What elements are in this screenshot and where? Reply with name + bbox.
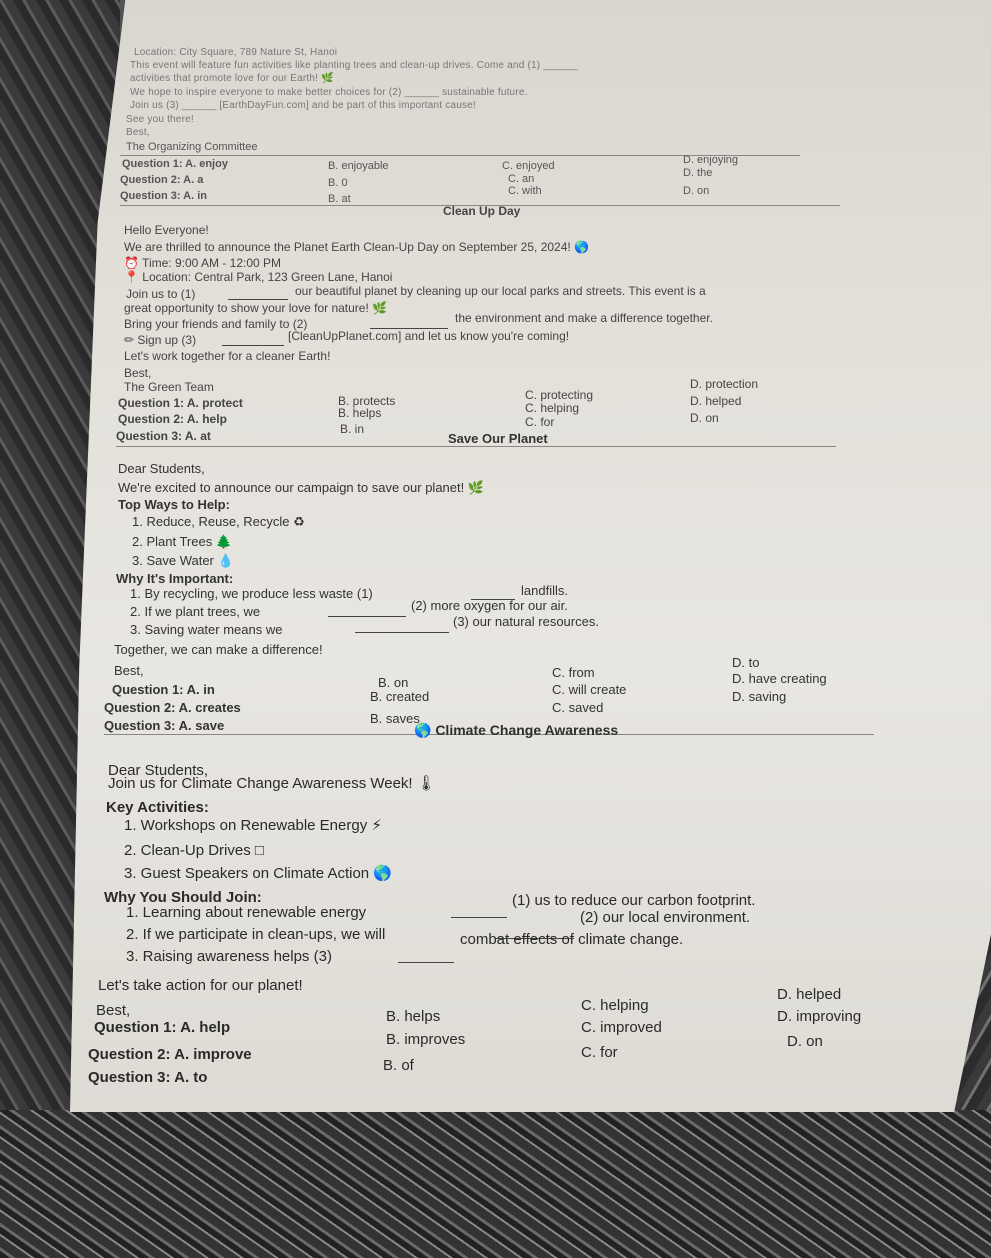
notice3-why3b: (3) our natural resources. bbox=[453, 614, 599, 629]
notice2-q1: Question 1: A. protect bbox=[118, 396, 243, 410]
notice1-line2: activities that promote love for our Earth! 🌿 bbox=[130, 73, 334, 84]
notice1-q2: Question 2: A. a bbox=[120, 174, 204, 186]
notice4-q1: Question 1: A. help bbox=[94, 1019, 231, 1036]
notice1-q3-b: B. at bbox=[328, 193, 351, 205]
notice3-blank-3[interactable] bbox=[355, 631, 449, 633]
notice4-intro: Join us for Climate Change Awareness Week! 🌡 bbox=[108, 775, 436, 792]
notice3-q3-b: B. saves bbox=[370, 711, 420, 726]
notice3-q2-b: B. created bbox=[370, 689, 430, 704]
notice3-ways-heading: Top Ways to Help: bbox=[118, 497, 230, 512]
notice4-activity-2: 2. Clean-Up Drives □ bbox=[124, 842, 264, 859]
notice1-signature: The Organizing Committee bbox=[126, 141, 258, 153]
notice1-q1: Question 1: A. enjoy bbox=[122, 158, 228, 170]
notice3-best: Best, bbox=[114, 663, 144, 678]
notice4-q1-c: C. helping bbox=[581, 997, 649, 1014]
notice2-title: Clean Up Day bbox=[443, 204, 521, 218]
notice4-best: Best, bbox=[96, 1002, 131, 1019]
notice3-q3-d: D. saving bbox=[732, 689, 787, 704]
notice4-q3: Question 3: A. to bbox=[88, 1069, 208, 1086]
notice4-greeting: Dear Students, bbox=[108, 762, 209, 779]
notice3-intro: We're excited to announce our campaign to save our planet! 🌿 bbox=[118, 480, 485, 495]
notice4-q3-b: B. of bbox=[383, 1057, 414, 1074]
notice4-title: 🌎 Climate Change Awareness bbox=[414, 722, 619, 738]
notice2-q2-b: B. helps bbox=[338, 406, 382, 420]
notice2-signature: The Green Team bbox=[124, 380, 214, 394]
notice1-line4: Join us (3) ______ [EarthDayFun.com] and be part of this important cause! bbox=[130, 100, 476, 111]
notice2-line4b: [CleanUpPlanet.com] and let us know you're coming! bbox=[288, 329, 570, 343]
notice1-line5: See you there! bbox=[126, 114, 194, 125]
notice2-q3-c: C. for bbox=[525, 415, 555, 429]
notice1-line3: We hope to inspire everyone to make better choices for (2) ______ sustainable future. bbox=[130, 87, 528, 98]
notice4-activity-1: 1. Workshops on Renewable Energy ⚡ bbox=[124, 817, 382, 834]
notice3-title: Save Our Planet bbox=[448, 431, 548, 446]
notice2-line3a: Bring your friends and family to (2) bbox=[124, 317, 308, 331]
notice1-q3-c: C. with bbox=[508, 185, 542, 197]
notice2-blank-1[interactable] bbox=[228, 298, 288, 300]
notice1-best: Best, bbox=[126, 127, 150, 138]
notice1-q3: Question 3: A. in bbox=[120, 190, 207, 202]
notice1-q3-d: D. on bbox=[683, 185, 710, 197]
notice2-q1-d: D. protection bbox=[690, 377, 759, 391]
notice3-way-2: 2. Plant Trees 🌲 bbox=[132, 534, 233, 549]
notice3-why1a: 1. By recycling, we produce less waste (1) bbox=[130, 586, 373, 601]
notice4-q2: Question 2: A. improve bbox=[88, 1046, 252, 1063]
notice3-why-heading: Why It's Important: bbox=[116, 571, 234, 586]
notice3-greeting: Dear Students, bbox=[118, 461, 205, 476]
notice2-line1a: Join us to (1) bbox=[126, 287, 196, 301]
notice3-why2b: (2) more oxygen for our air. bbox=[411, 598, 568, 613]
notice3-way-3: 3. Save Water 💧 bbox=[132, 553, 234, 568]
notice4-blank-3[interactable] bbox=[398, 961, 454, 963]
notice1-line1: This event will feature fun activities like planting trees and clean-up drives. Come and (1) ______ bbox=[130, 60, 578, 71]
notice4-why-heading: Why You Should Join: bbox=[104, 889, 262, 906]
notice3-closing: Together, we can make a difference! bbox=[114, 642, 323, 657]
notice4-why3a: 3. Raising awareness helps (3) bbox=[126, 948, 332, 965]
notice2-q3-d: D. on bbox=[690, 411, 719, 425]
notice2-q2: Question 2: A. help bbox=[118, 412, 227, 426]
notice2-blank-3[interactable] bbox=[222, 344, 284, 346]
notice1-q2-c: C. an bbox=[508, 173, 535, 185]
notice3-blank-2[interactable] bbox=[328, 615, 406, 617]
notice4-why2b: (2) our local environment. bbox=[580, 909, 751, 926]
notice3-way-1: 1. Reduce, Reuse, Recycle ♻ bbox=[132, 514, 305, 529]
notice2-line3b: the environment and make a difference together. bbox=[455, 311, 713, 325]
notice1-location: Location: City Square, 789 Nature St, Hanoi bbox=[134, 47, 338, 58]
notice4-why3b: combat effects of climate change. bbox=[460, 931, 684, 948]
notice3-q1-c: C. from bbox=[552, 665, 595, 680]
notice2-q2-c: C. helping bbox=[525, 401, 580, 415]
notice2-line4a: ✏ Sign up (3) bbox=[124, 333, 197, 347]
notice3-q1: Question 1: A. in bbox=[112, 682, 215, 697]
notice2-q2-d: D. helped bbox=[690, 394, 742, 408]
notice4-why1b: (1) us to reduce our carbon footprint. bbox=[512, 892, 756, 909]
notice4-q3-c: C. for bbox=[581, 1044, 618, 1061]
notice4-why1a: 1. Learning about renewable energy bbox=[126, 904, 367, 921]
notice3-q2-d: D. have creating bbox=[732, 671, 827, 686]
notice3-q1-d: D. to bbox=[732, 655, 760, 670]
notice2-q3: Question 3: A. at bbox=[116, 429, 211, 443]
notice4-q1-b: B. helps bbox=[386, 1008, 441, 1025]
notice3-q3: Question 3: A. save bbox=[104, 718, 225, 733]
notice3-q1-b: B. on bbox=[378, 675, 409, 690]
notice1-q1-c: C. enjoyed bbox=[502, 160, 555, 172]
notice2-intro: We are thrilled to announce the Planet Earth Clean-Up Day on September 25, 2024! 🌎 bbox=[124, 240, 589, 254]
notice4-closing: Let's take action for our planet! bbox=[98, 977, 303, 994]
notice4-activities-heading: Key Activities: bbox=[106, 799, 209, 816]
notice3-why1b: landfills. bbox=[521, 583, 568, 598]
notice2-location: 📍 Location: Central Park, 123 Green Lane, Hanoi bbox=[124, 270, 393, 284]
notice3-why3a: 3. Saving water means we bbox=[130, 622, 283, 637]
notice1-q1-b: B. enjoyable bbox=[328, 160, 389, 172]
notice2-q1-c: C. protecting bbox=[525, 388, 594, 402]
notice4-q2-c: C. improved bbox=[581, 1019, 662, 1036]
notice3-q2-c: C. will create bbox=[552, 682, 627, 697]
notice2-q3-b: B. in bbox=[340, 422, 365, 436]
notice3-q2: Question 2: A. creates bbox=[104, 700, 241, 715]
notice4-q2-d: D. improving bbox=[777, 1008, 862, 1025]
notice2-time: ⏰ Time: 9:00 AM - 12:00 PM bbox=[124, 256, 282, 270]
notice1-q2-b: B. 0 bbox=[328, 177, 348, 189]
notice1-q2-d: D. the bbox=[683, 167, 713, 179]
notice2-greeting: Hello Everyone! bbox=[124, 223, 209, 237]
notice4-blank-1[interactable] bbox=[451, 916, 507, 918]
notice4-q2-b: B. improves bbox=[386, 1031, 466, 1048]
notice2-line2: great opportunity to show your love for nature! 🌿 bbox=[124, 301, 388, 315]
notice2-q1-b: B. protects bbox=[338, 394, 396, 408]
notice2-line1b: our beautiful planet by cleaning up our local parks and streets. This event is a bbox=[295, 284, 706, 298]
notice3-q3-c: C. saved bbox=[552, 700, 604, 715]
notice4-q1-d: D. helped bbox=[777, 986, 842, 1003]
notice4-activity-3: 3. Guest Speakers on Climate Action 🌎 bbox=[124, 865, 392, 882]
notice3-why2a: 2. If we plant trees, we bbox=[130, 604, 261, 619]
notice2-closing: Let's work together for a cleaner Earth! bbox=[124, 349, 331, 363]
notice2-best: Best, bbox=[124, 366, 152, 380]
notice1-q1-d: D. enjoying bbox=[683, 154, 739, 166]
notice4-why2a: 2. If we participate in clean-ups, we will bbox=[126, 926, 386, 943]
notice4-q3-d: D. on bbox=[787, 1033, 823, 1050]
